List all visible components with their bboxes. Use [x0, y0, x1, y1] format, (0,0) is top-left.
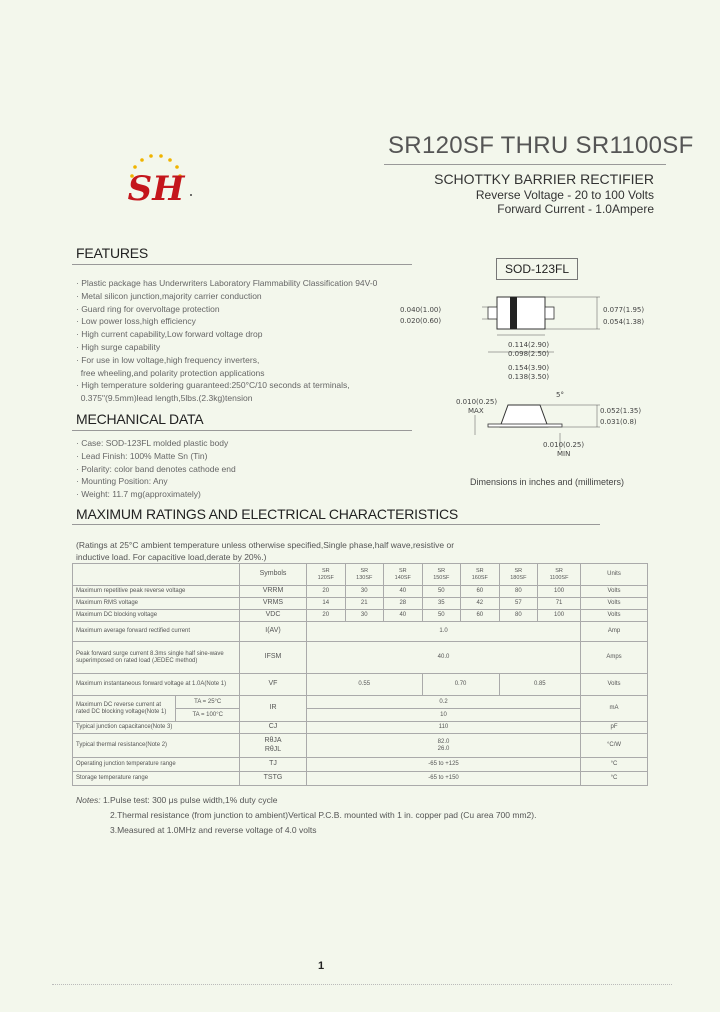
table-cell: 130SF [356, 574, 373, 581]
table-cell: 60 [461, 610, 500, 622]
table-cell [73, 564, 240, 586]
table-cell: Amps [581, 642, 648, 674]
table-cell: 100 [538, 610, 581, 622]
table-cell: 42 [461, 598, 500, 610]
header-part [422, 564, 461, 586]
table-cell: TA = 100°C [192, 712, 223, 718]
table-cell: 60 [461, 586, 500, 598]
table-cell: Storage temperature range [73, 772, 240, 786]
table-cell: 40.0 [307, 642, 581, 674]
mechanical-heading: MECHANICAL DATA [76, 411, 204, 427]
table-cell: SR [514, 568, 523, 575]
list-item: · High temperature soldering guaranteed:250°C/10 seconds at terminals, [76, 380, 350, 391]
table-cell: Maximum DC blocking voltage [73, 610, 240, 622]
table-cell: 20 [307, 586, 346, 598]
table-row [73, 598, 648, 610]
dim-text: 0.138(3.50) [508, 373, 550, 381]
package-diagram [400, 285, 650, 460]
table-row [73, 696, 648, 709]
table-cell: 180SF [510, 574, 527, 581]
table-cell: 14 [307, 598, 346, 610]
table-cell: Maximum repetitive peak reverse voltage [73, 586, 240, 598]
table-cell: 30 [345, 586, 384, 598]
table-cell [307, 734, 581, 758]
table-cell: 71 [538, 598, 581, 610]
table-cell: TA = 25°C [176, 696, 239, 709]
table-cell: Volts [581, 674, 648, 696]
table-cell: RθJA [264, 737, 282, 745]
table-cell: Maximum DC reverse current at rated DC blocking voltage(Note 1) [76, 701, 167, 715]
dim-text: 0.031(0.8) [600, 418, 637, 426]
table-cell: RθJL [264, 745, 282, 753]
dim-text: 0.052(1.35) [600, 407, 642, 415]
dim-text: MIN [557, 450, 571, 458]
page-number: 1 [318, 960, 325, 972]
table-cell: 150SF [433, 574, 450, 581]
header-units: Units [581, 564, 648, 586]
table-cell: SR [321, 568, 330, 575]
package-name: SOD-123FL [496, 258, 578, 280]
table-cell: Typical junction capacitance(Note 3) [73, 722, 240, 734]
dim-text: 5° [556, 391, 564, 399]
header-part [538, 564, 581, 586]
ratings-table [72, 563, 648, 786]
table-cell: 120SF [317, 574, 334, 581]
dim-text: 0.077(1.95) [603, 306, 645, 314]
list-item: · Guard ring for overvoltage protection [76, 303, 220, 314]
table-cell: Amp [581, 622, 648, 642]
table-cell: Maximum average forward rectified current [73, 622, 240, 642]
table-cell: Maximum instantaneous forward voltage at 1.0A(Note 1) [73, 674, 240, 696]
header-part [461, 564, 500, 586]
table-cell: 40 [384, 610, 423, 622]
table-cell: 26.0 [437, 745, 450, 752]
table-cell: 0.2 [307, 696, 581, 709]
subtitle: SCHOTTKY BARRIER RECTIFIER [434, 171, 654, 187]
table-cell: -65 to +125 [307, 758, 581, 772]
cathode-band [510, 297, 517, 329]
note-2: 2.Thermal resistance (from junction to ambient)Vertical P.C.B. mounted with 1 in. copper pad (Cu area 700 mm2). [110, 810, 537, 820]
list-item: free wheeling,and polarity protection applications [76, 367, 265, 378]
table-cell: VRRM [240, 586, 307, 598]
dim-text: 0.020(0.60) [400, 317, 442, 325]
notes [76, 793, 536, 838]
table-row [73, 622, 648, 642]
table-row [73, 610, 648, 622]
table-cell: 10 [307, 709, 581, 722]
table-cell [73, 696, 240, 722]
table-cell: Operating junction temperature range [73, 758, 240, 772]
header-part [384, 564, 423, 586]
table-cell: °C [581, 772, 648, 786]
table-cell [176, 696, 239, 721]
table-cell: 1100SF [549, 574, 569, 581]
table-cell: 0.55 [307, 674, 423, 696]
table-cell: 50 [422, 610, 461, 622]
list-item: · Lead Finish: 100% Matte Sn (Tin) [76, 450, 208, 461]
table-cell: CJ [240, 722, 307, 734]
table-cell: SR [476, 568, 484, 575]
table-row [73, 642, 648, 674]
dim-text: MAX [468, 407, 484, 415]
table-row [73, 674, 648, 696]
notes-label: Notes: [76, 795, 101, 805]
table-cell: 35 [422, 598, 461, 610]
logo-text: SH [127, 169, 185, 209]
table-cell: mA [581, 696, 648, 722]
list-item: · Weight: 11.7 mg(approximately) [76, 489, 201, 500]
table-cell: Typical thermal resistance(Note 2) [73, 734, 240, 758]
table-cell: -65 to +150 [307, 772, 581, 786]
table-cell: 0.70 [422, 674, 499, 696]
list-item: · Case: SOD-123FL molded plastic body [76, 438, 229, 448]
header-symbols: Symbols [240, 564, 307, 586]
rating-conditions: (Ratings at 25°C ambient temperature unless otherwise specified,Single phase,half wave,resistive or inductive load. For capacitive load,derate by 20%.) [76, 540, 455, 562]
table-cell: 20 [307, 610, 346, 622]
table-cell: Volts [581, 586, 648, 598]
header-part [499, 564, 538, 586]
ratings-divider [72, 524, 600, 525]
note-3: 3.Measured at 1.0MHz and reverse voltage of 4.0 volts [110, 825, 317, 835]
forward-current: Forward Current - 1.0Ampere [497, 202, 654, 216]
table-cell: TSTG [240, 772, 307, 786]
table-cell: SR [437, 568, 446, 575]
ratings-heading: MAXIMUM RATINGS AND ELECTRICAL CHARACTERISTICS [76, 506, 459, 522]
header-part [345, 564, 384, 586]
table-cell: 28 [384, 598, 423, 610]
dim-text: 0.010(0.25) [456, 398, 498, 406]
table-row [73, 772, 648, 786]
company-logo [118, 148, 198, 210]
table-cell: Maximum RMS voltage [73, 598, 240, 610]
table-cell: VRMS [240, 598, 307, 610]
header-part [307, 564, 346, 586]
features-divider [72, 264, 412, 265]
table-cell: 1.0 [307, 622, 581, 642]
list-item: · Plastic package has Underwriters Laboratory Flammability Classification 94V-0 [76, 278, 378, 288]
list-item: · Metal silicon junction,majority carrier conduction [76, 290, 262, 301]
table-cell: 0.85 [499, 674, 580, 696]
table-cell: IFSM [240, 642, 307, 674]
table-cell: pF [581, 722, 648, 734]
dim-text: 0.154(3.90) [508, 364, 550, 372]
list-item: · High current capability,Low forward voltage drop [76, 329, 263, 340]
table-cell: 140SF [394, 574, 411, 581]
table-cell: 82.0 [437, 738, 450, 745]
table-cell: 110 [307, 722, 581, 734]
table-cell: SR [555, 568, 563, 575]
table-header-row [73, 564, 648, 586]
dim-text: 0.114(2.90) [508, 341, 550, 349]
table-cell: 160SF [471, 574, 488, 581]
features-list [76, 277, 377, 405]
table-cell: VF [240, 674, 307, 696]
list-item: · Polarity: color band denotes cathode end [76, 463, 236, 474]
table-cell: 57 [499, 598, 538, 610]
table-cell: IR [240, 696, 307, 722]
footer-rule [52, 984, 672, 985]
table-cell: 50 [422, 586, 461, 598]
table-cell: VDC [240, 610, 307, 622]
table-cell: 80 [499, 610, 538, 622]
table-cell: SR [360, 568, 369, 575]
table-row [73, 758, 648, 772]
table-cell: 30 [345, 610, 384, 622]
note-1: 1.Pulse test: 300 μs pulse width,1% duty cycle [102, 795, 278, 805]
mechanical-list [76, 437, 236, 501]
list-item: · High surge capability [76, 341, 161, 352]
table-cell: °C/W [581, 734, 648, 758]
title-divider [384, 164, 666, 165]
dim-text: 0.054(1.38) [603, 318, 645, 326]
dim-text: 0.010(0.25) [543, 441, 585, 449]
table-cell [240, 734, 307, 758]
table-cell: TJ [240, 758, 307, 772]
table-row [73, 734, 648, 758]
table-row [73, 586, 648, 598]
list-item: · Mounting Position: Any [76, 476, 168, 487]
table-cell: 40 [384, 586, 423, 598]
table-cell: 21 [345, 598, 384, 610]
table-cell: Volts [581, 610, 648, 622]
dim-text: 0.098(2.50) [508, 350, 550, 358]
table-cell: Volts [581, 598, 648, 610]
table-cell: 80 [499, 586, 538, 598]
table-cell: I(AV) [240, 622, 307, 642]
dim-text: 0.040(1.00) [400, 306, 442, 314]
table-row [73, 722, 648, 734]
dimension-note: Dimensions in inches and (millimeters) [470, 477, 625, 487]
list-item: 0.375"(9.5mm)lead length,5lbs.(2.3kg)tension [76, 393, 253, 404]
table-cell: 100 [538, 586, 581, 598]
page-title: SR120SF THRU SR1100SF [388, 132, 694, 159]
list-item: · For use in low voltage,high frequency inverters, [76, 354, 260, 365]
top-view-body [497, 297, 545, 329]
table-cell: SR [398, 568, 407, 575]
features-heading: FEATURES [76, 245, 149, 261]
table-cell: °C [581, 758, 648, 772]
mechanical-divider [72, 430, 412, 431]
table-cell: Peak forward surge current 8.3ms single half sine-wave superimposed on rated load (JEDEC method) [73, 642, 240, 674]
list-item: · Low power loss,high efficiency [76, 316, 196, 327]
reverse-voltage: Reverse Voltage - 20 to 100 Volts [475, 188, 654, 202]
